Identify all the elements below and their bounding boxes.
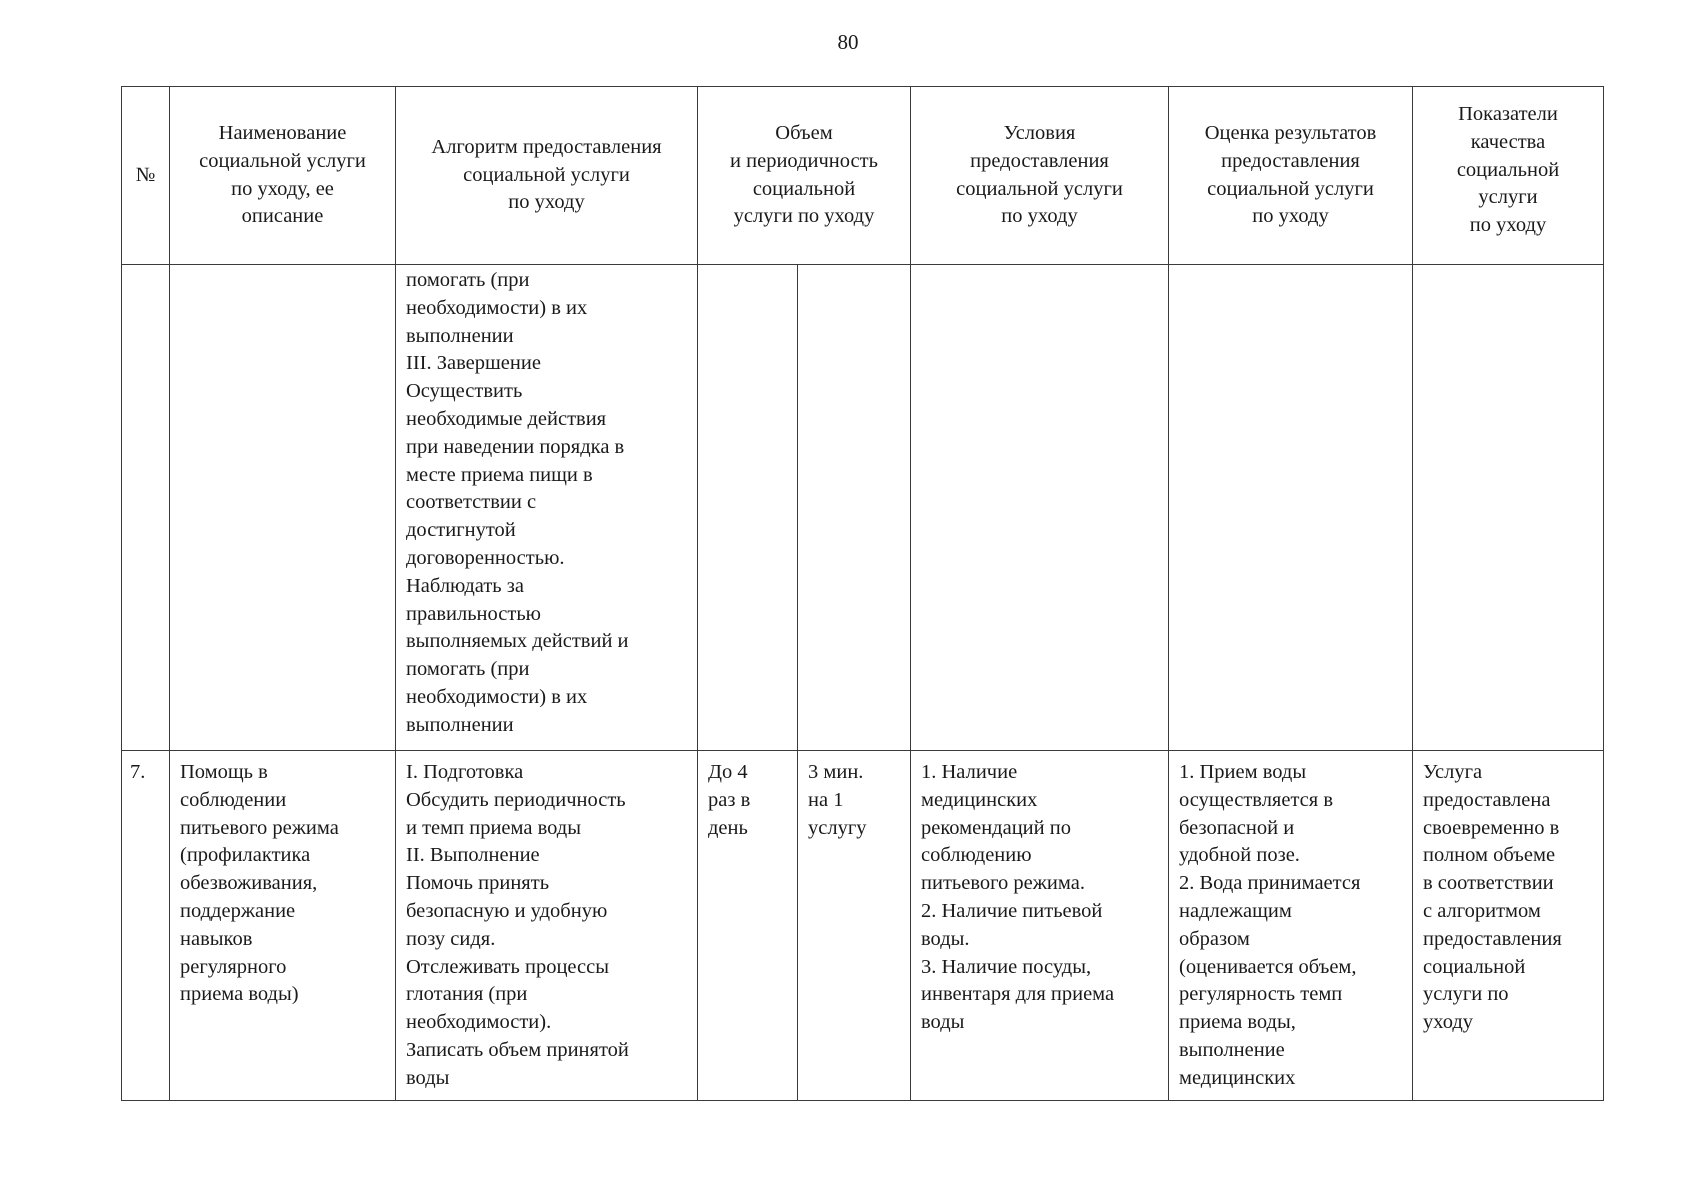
header-evaluation: Оценка результатов предоставления социальной услуги по уходу bbox=[1169, 87, 1413, 265]
cell-number bbox=[122, 265, 170, 751]
cell-service-name: Помощь в соблюдении питьевого режима (профилактика обезвоживания, поддержание навыков регулярного приема воды) bbox=[170, 751, 396, 1101]
page-number: 80 bbox=[837, 30, 859, 54]
cell-duration: 3 мин. на 1 услугу bbox=[798, 751, 911, 1101]
cell-quality bbox=[1413, 265, 1604, 751]
cell-evaluation bbox=[1169, 265, 1413, 751]
cell-conditions bbox=[911, 265, 1169, 751]
header-number: № bbox=[122, 87, 170, 265]
header-algorithm: Алгоритм предоставления социальной услуги по уходу bbox=[396, 87, 698, 265]
header-volume-frequency: Объем и периодичность социальной услуги по уходу bbox=[698, 87, 911, 265]
cell-algorithm: помогать (при необходимости) в их выполнении III. Завершение Осуществить необходимые действия при наведении порядка в месте приема пищи в соответствии с достигнутой договоренностью. Наблюдать за правильностью выполняемых действий и помогать (при необходимости) в их выполнении bbox=[396, 265, 698, 751]
cell-frequency: До 4 раз в день bbox=[698, 751, 798, 1101]
cell-algorithm: I. Подготовка Обсудить периодичность и темп приема воды II. Выполнение Помочь принять безопасную и удобную позу сидя. Отслеживать процессы глотания (при необходимости). Записать объем принятой воды bbox=[396, 751, 698, 1101]
cell-duration bbox=[798, 265, 911, 751]
header-conditions: Условия предоставления социальной услуги по уходу bbox=[911, 87, 1169, 265]
table-row bbox=[122, 265, 1604, 751]
cell-number: 7. bbox=[122, 751, 170, 1101]
cell-evaluation: 1. Прием воды осуществляется в безопасной и удобной позе. 2. Вода принимается надлежащим образом (оценивается объем, регулярность темп приема воды, выполнение медицинских bbox=[1169, 751, 1413, 1101]
cell-frequency bbox=[698, 265, 798, 751]
cell-service-name bbox=[170, 265, 396, 751]
cell-conditions: 1. Наличие медицинских рекомендаций по соблюдению питьевого режима. 2. Наличие питьевой воды. 3. Наличие посуды, инвентаря для приема воды bbox=[911, 751, 1169, 1101]
header-row bbox=[122, 87, 1604, 265]
cell-quality: Услуга предоставлена своевременно в полном объеме в соответствии с алгоритмом предоставления социальной услуги по уходу bbox=[1413, 751, 1604, 1101]
table-row bbox=[122, 751, 1604, 1101]
header-service-name: Наименование социальной услуги по уходу, ее описание bbox=[170, 87, 396, 265]
header-quality: Показатели качества социальной услуги по уходу bbox=[1413, 87, 1604, 265]
social-care-table bbox=[121, 86, 1604, 1101]
